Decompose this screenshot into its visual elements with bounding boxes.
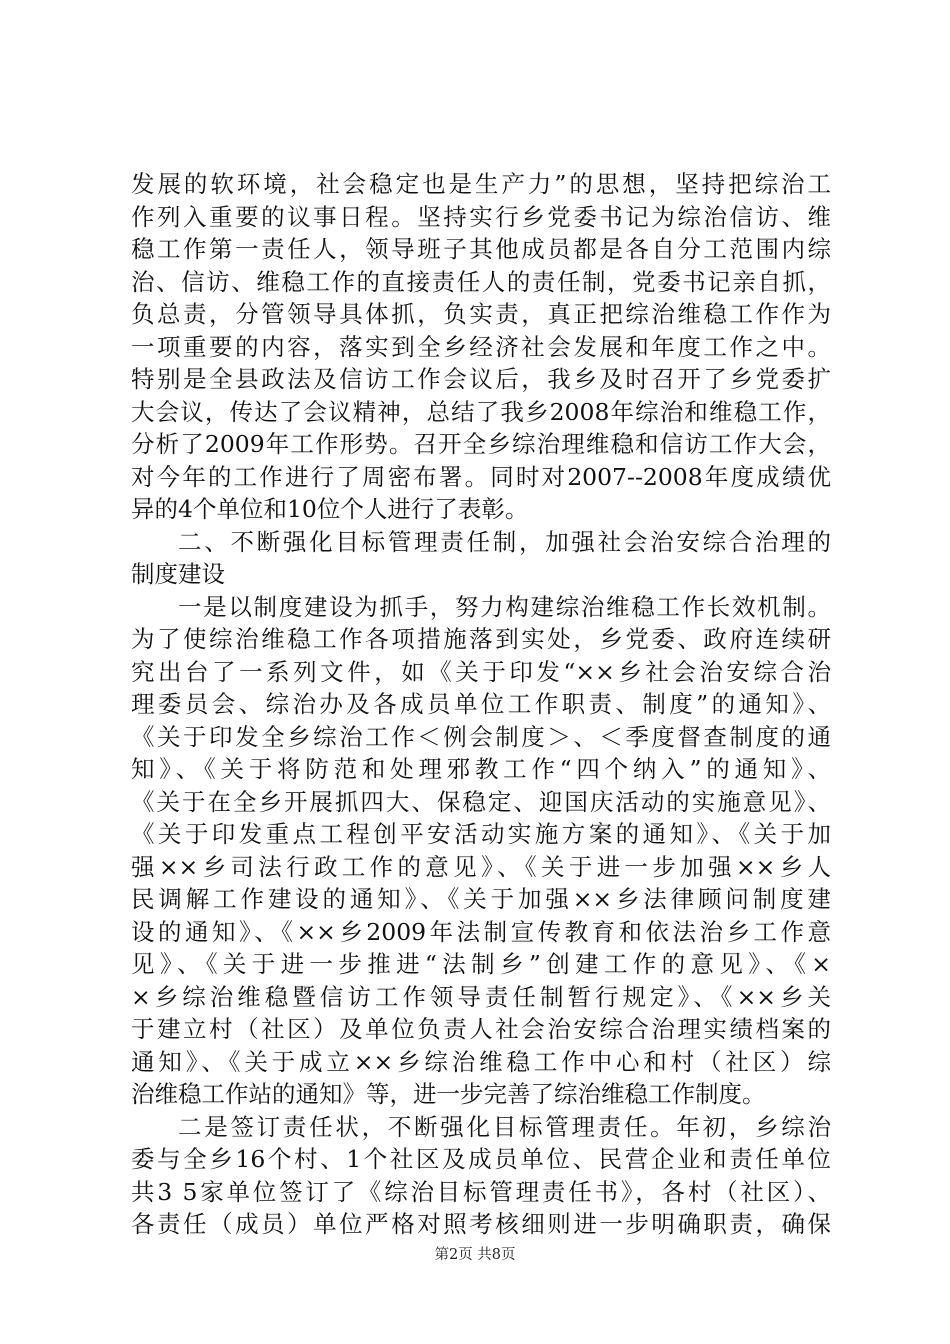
text-line: 究出台了一系列文件，如《关于印发“××乡社会治安综合治 — [131, 657, 831, 686]
text-line: 大会议，传达了会议精神，总结了我乡2008年综治和维稳工作， — [131, 397, 831, 426]
page-footer: 第2页 共8页 — [434, 1247, 516, 1263]
text-line: 民调解工作建设的通知》、《关于加强××乡法律顾问制度建 — [131, 885, 831, 913]
text-line: 《关于印发重点工程创平安活动实施方案的通知》、《关于加 — [131, 820, 831, 848]
text-line: 一是以制度建设为抓手，努力构建综治维稳工作长效机制。 — [178, 592, 831, 621]
text-line: 二是签订责任状，不断强化目标管理责任。年初，乡综治 — [178, 1112, 831, 1141]
body-text — [131, 168, 831, 1241]
text-line: 稳工作第一责任人，领导班子其他成员都是各自分工范围内综 — [131, 235, 831, 263]
text-line: 二、不断强化目标管理责任制，加强社会治安综合治理的 — [178, 527, 831, 556]
text-line: 知》、《关于将防范和处理邪教工作“四个纳入”的通知》、 — [131, 755, 831, 783]
text-line: 分析了2009年工作形势。召开全乡综治理维稳和信访工作大会， — [131, 430, 831, 458]
text-line: 共3 5家单位签订了《综治目标管理责任书》，各村（社区）、 — [131, 1177, 831, 1206]
text-line: 委与全乡16个村、1个社区及成员单位、民营企业和责任单位 — [131, 1145, 831, 1173]
text-line: 《关于印发全乡综治工作＜例会制度＞、＜季度督查制度的通 — [131, 722, 831, 751]
text-line: 异的4个单位和10位个人进行了表彰。 — [131, 495, 529, 523]
text-line: 作列入重要的议事日程。坚持实行乡党委书记为综治信访、维 — [131, 202, 831, 231]
text-line: ×乡综治维稳暨信访工作领导责任制暂行规定》、《××乡关 — [131, 982, 831, 1011]
text-line: 见》、《关于进一步推进“法制乡”创建工作的意见》、《× — [131, 950, 831, 978]
text-line: 理委员会、综治办及各成员单位工作职责、制度”的通知》、 — [131, 690, 831, 718]
text-line: 制度建设 — [131, 560, 225, 588]
text-line: 治维稳工作站的通知》等，进一步完善了综治维稳工作制度。 — [131, 1080, 766, 1108]
text-line: 治、信访、维稳工作的直接责任人的责任制，党委书记亲自抓， — [131, 267, 831, 296]
text-line: 负总责，分管领导具体抓，负实责，真正把综治维稳工作作为 — [131, 300, 831, 328]
text-line: 强××乡司法行政工作的意见》、《关于进一步加强××乡人 — [131, 852, 831, 881]
text-line: 发展的软环境，社会稳定也是生产力”的思想，坚持把综治工 — [131, 170, 831, 198]
text-line: 一项重要的内容，落实到全乡经济社会发展和年度工作之中。 — [131, 332, 831, 361]
text-line: 通知》、《关于成立××乡综治维稳工作中心和村（社区）综 — [131, 1047, 831, 1076]
text-line: 特别是全县政法及信访工作会议后，我乡及时召开了乡党委扩 — [131, 365, 831, 393]
text-line: 为了使综治维稳工作各项措施落到实处，乡党委、政府连续研 — [131, 625, 831, 653]
text-line: 各责任（成员）单位严格对照考核细则进一步明确职责，确保 — [131, 1210, 831, 1238]
text-line: 对今年的工作进行了周密布署。同时对2007--2008年度成绩优 — [131, 462, 831, 491]
text-line: 设的通知》、《××乡2009年法制宣传教育和依法治乡工作意 — [131, 917, 831, 946]
text-line: 《关于在全乡开展抓四大、保稳定、迎国庆活动的实施意见》、 — [131, 787, 831, 816]
text-line: 于建立村（社区）及单位负责人社会治安综合治理实绩档案的 — [131, 1015, 831, 1043]
